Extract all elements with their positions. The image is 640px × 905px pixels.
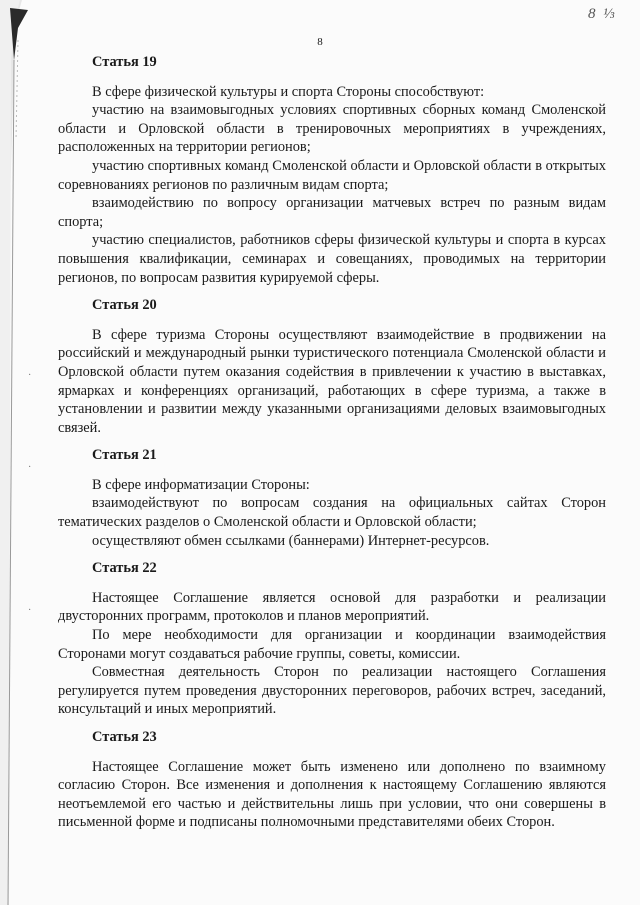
article-23 xyxy=(58,728,606,832)
paragraph: взаимодействию по вопросу организации матчевых встреч по разным видам спорта; xyxy=(58,195,606,230)
paragraph: В сфере туризма Стороны осуществляют взаимодействие в продвижении на российский и международный рынки туристического потенциала Смоленской области и Орловской области путем оказания содействия в привлечении к участию в выставках, ярмарках и конференциях организаций, работающих в сфере туризма, а также в установлении и развитии между указанными организациями деловых взаимовыгодных связей. xyxy=(58,326,606,436)
page-number: 8 xyxy=(317,36,323,48)
article-heading: Статья 20 xyxy=(92,297,157,314)
paragraph: Настоящее Соглашение может быть изменено или дополнено по взаимному согласию Сторон. Все изменения и дополнения к настоящему Соглашению являются неотъемлемой его частью и действительны лишь при условии, что они совершены в письменной форме и подписаны полномочными представителями обеих Сторон. xyxy=(58,758,606,831)
handwritten-page-mark: 8 ⅓ xyxy=(588,6,617,22)
scan-speck: · xyxy=(28,370,32,381)
scan-speck: · xyxy=(28,462,32,473)
paragraph: осуществляют обмен ссылками (баннерами) Интернет-ресурсов. xyxy=(92,532,490,549)
article-heading: Статья 21 xyxy=(92,447,157,464)
paragraph: Совместная деятельность Сторон по реализации настоящего Соглашения регулируется путем проведения двусторонних переговоров, рабочих встреч, заседаний, консультаций и иных мероприятий. xyxy=(58,664,606,718)
paragraph: В сфере физической культуры и спорта Стороны способствуют: xyxy=(92,83,485,100)
article-21 xyxy=(58,446,606,550)
paragraph: В сфере информатизации Стороны: xyxy=(92,476,310,493)
paragraph: Настоящее Соглашение является основой для разработки и реализации двусторонних программ, протоколов и планов мероприятий. xyxy=(58,589,606,625)
article-20 xyxy=(58,296,606,437)
article-heading: Статья 22 xyxy=(92,560,157,577)
article-19 xyxy=(58,53,606,287)
scan-edge-shadow xyxy=(0,0,36,905)
scan-speck: · xyxy=(28,605,32,616)
paragraph: взаимодействуют по вопросам создания на официальных сайтах Сторон тематических разделов о Смоленской области и Орловской области; xyxy=(58,495,606,531)
paragraph: По мере необходимости для организации и координации взаимодействия Сторонами могут создаваться рабочие группы, советы, комиссии. xyxy=(58,627,606,662)
document-body xyxy=(58,53,606,832)
paragraph: участию специалистов, работников сферы физической культуры и спорта в курсах повышения квалификации, семинарах и совещаниях, проводимых на территории регионов, по вопросам развития курируемой сферы. xyxy=(58,232,606,286)
article-heading: Статья 19 xyxy=(92,54,157,70)
paragraph: участию на взаимовыгодных условиях спортивных сборных команд Смоленской области и Орловской области в тренировочных мероприятиях в учреждениях, расположенных на территории регионов; xyxy=(58,102,606,156)
article-22 xyxy=(58,559,606,719)
paragraph: участию спортивных команд Смоленской области и Орловской области в открытых соревнованиях регионов по различным видам спорта; xyxy=(58,157,606,193)
article-heading: Статья 23 xyxy=(92,729,157,745)
